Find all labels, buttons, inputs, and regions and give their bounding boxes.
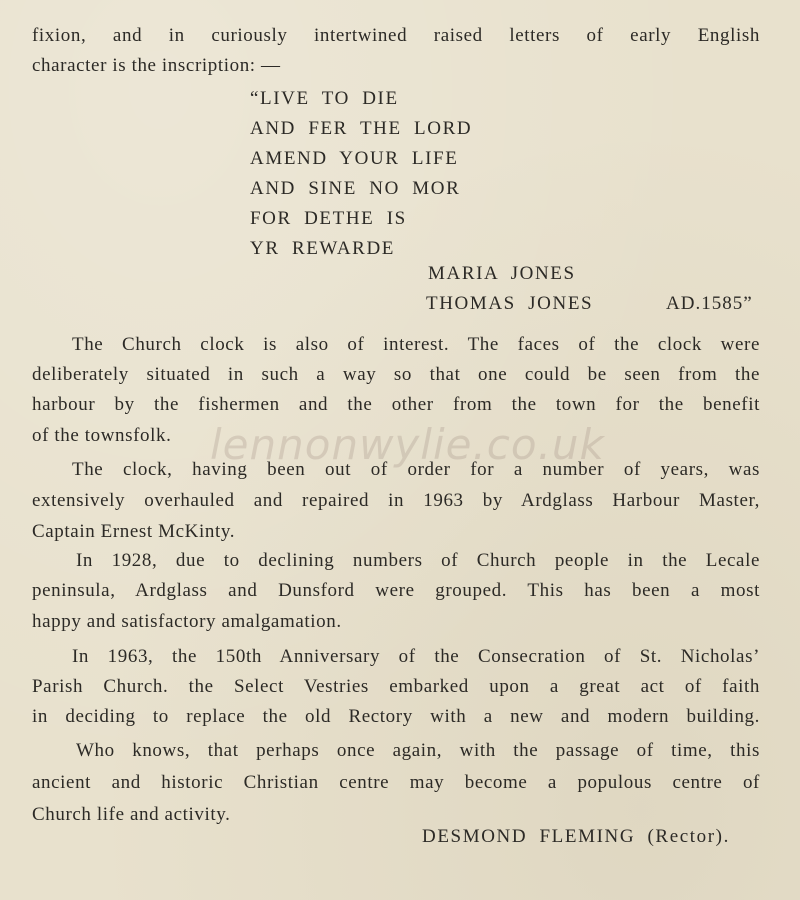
paragraph-line: Church life and activity. [32, 804, 231, 825]
paragraph-line: Captain Ernest McKinty. [32, 521, 236, 542]
paragraph-line: Parish Church. the Select Vestries embarked upon a great act of faith [32, 676, 760, 697]
paragraph-line: of the townsfolk. [32, 425, 172, 446]
paragraph-line: Who knows, that perhaps once again, with the passage of time, this [76, 740, 760, 761]
paragraph-line: peninsula, Ardglass and Dunsford were grouped. This has been a most [32, 580, 760, 601]
inscription-line: AMEND YOUR LIFE [250, 148, 459, 169]
paragraph-line: harbour by the fishermen and the other from the town for the benefit [32, 394, 760, 415]
inscription-line: “LIVE TO DIE [250, 88, 399, 109]
inscription-name-thomas: THOMAS JONES [426, 293, 594, 314]
paragraph-line: in deciding to replace the old Rectory with a new and modern building. [32, 706, 760, 727]
watermark-text: lennonwylie.co.uk [210, 420, 605, 469]
intro-line: fixion, and in curiously intertwined raised letters of early English [32, 25, 760, 46]
paragraph-line: The Church clock is also of interest. The faces of the clock were [72, 334, 760, 355]
paragraph-line: In 1928, due to declining numbers of Church people in the Lecale [76, 550, 760, 571]
inscription-name-maria: MARIA JONES [428, 263, 576, 284]
paragraph-line: In 1963, the 150th Anniversary of the Consecration of St. Nicholas’ [72, 646, 760, 667]
intro-line: character is the inscription: — [32, 55, 281, 76]
paragraph-line: extensively overhauled and repaired in 1963 by Ardglass Harbour Master, [32, 490, 760, 511]
paragraph-line: ancient and historic Christian centre may become a populous centre of [32, 772, 760, 793]
inscription-line: AND FER THE LORD [250, 118, 473, 139]
inscription-line: FOR DETHE IS [250, 208, 407, 229]
inscription-line: YR REWARDE [250, 238, 395, 259]
inscription-line: AND SINE NO MOR [250, 178, 461, 199]
inscription-date: AD.1585” [666, 293, 753, 314]
author-signature: DESMOND FLEMING (Rector). [422, 826, 730, 847]
paragraph-line: happy and satisfactory amalgamation. [32, 611, 342, 632]
paragraph-line: deliberately situated in such a way so that one could be seen from the [32, 364, 760, 385]
paragraph-line: The clock, having been out of order for a number of years, was [72, 459, 760, 480]
